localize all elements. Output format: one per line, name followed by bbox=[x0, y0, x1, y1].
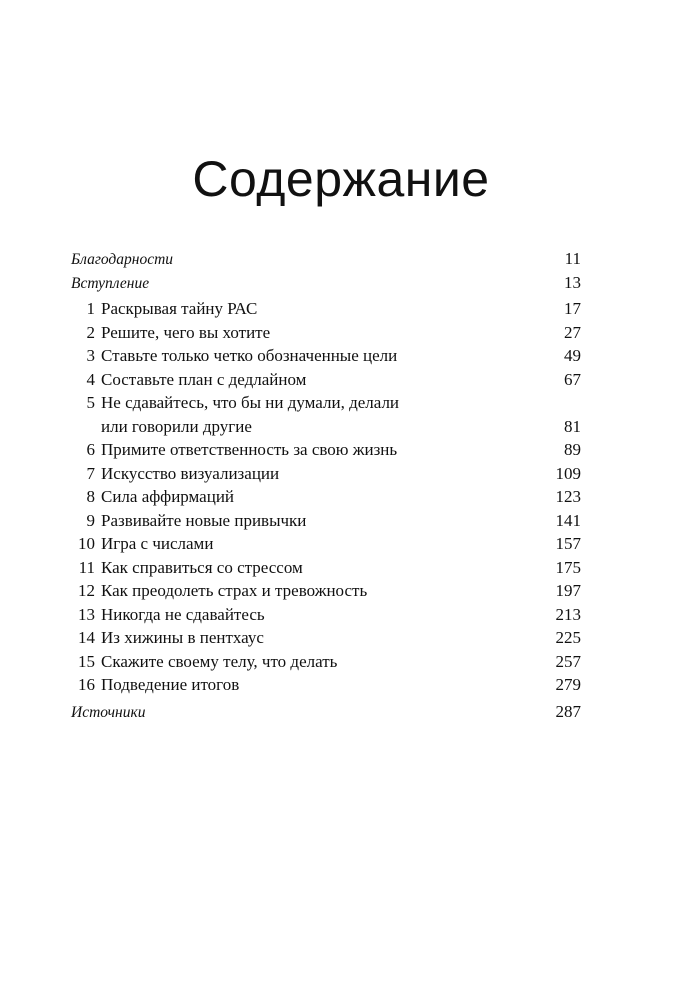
chapter-title: Решите, чего вы хотите bbox=[101, 322, 271, 342]
page-number: 157 bbox=[555, 534, 581, 553]
toc-chapter-16[interactable] bbox=[71, 673, 581, 697]
chapter-number: 13 bbox=[78, 604, 95, 624]
page-number: 225 bbox=[555, 628, 581, 647]
chapter-number: 2 bbox=[86, 322, 95, 342]
chapter-title: Развивайте новые привычки bbox=[101, 510, 307, 530]
toc-entry-acknowledgements[interactable] bbox=[71, 247, 581, 271]
chapter-number: 3 bbox=[86, 346, 95, 365]
chapter-title: Составьте план с дедлайном bbox=[101, 369, 307, 389]
toc-chapter-1[interactable] bbox=[71, 297, 581, 321]
entry-label: Вступление bbox=[71, 274, 150, 292]
page-number: 27 bbox=[564, 322, 581, 342]
toc-chapter-7[interactable] bbox=[71, 462, 581, 486]
chapter-title: Примите ответственность за свою жизнь bbox=[101, 440, 398, 459]
page-number: 175 bbox=[555, 557, 581, 577]
toc-chapter-13[interactable] bbox=[71, 603, 581, 627]
page-title: Содержание bbox=[192, 151, 490, 207]
page-number: 17 bbox=[564, 299, 581, 318]
chapter-title: Раскрывая тайну РАС bbox=[101, 299, 258, 318]
page-number: 81 bbox=[564, 416, 581, 436]
toc-chapter-10[interactable] bbox=[71, 532, 581, 556]
page-number: 287 bbox=[555, 701, 581, 721]
toc-chapter-11[interactable] bbox=[71, 556, 581, 580]
toc-entry-introduction[interactable] bbox=[71, 271, 581, 295]
chapter-number: 1 bbox=[86, 299, 95, 318]
page-number: 13 bbox=[564, 272, 581, 292]
chapter-number: 7 bbox=[86, 463, 95, 483]
chapter-number: 8 bbox=[86, 487, 95, 506]
chapter-title: Из хижины в пентхаус bbox=[101, 628, 264, 647]
chapter-number: 4 bbox=[86, 369, 95, 389]
chapter-number: 12 bbox=[78, 581, 95, 600]
chapter-title: Как справиться со стрессом bbox=[101, 557, 303, 577]
page-number: 197 bbox=[555, 581, 581, 600]
page-number: 49 bbox=[564, 346, 581, 365]
page-number: 257 bbox=[555, 651, 581, 671]
chapter-number: 11 bbox=[78, 557, 95, 577]
toc-chapter-6[interactable] bbox=[71, 438, 581, 462]
toc-chapter-15[interactable] bbox=[71, 650, 581, 674]
chapter-number: 6 bbox=[86, 440, 95, 459]
chapter-title: Искусство визуализации bbox=[101, 463, 280, 483]
toc-chapter-9[interactable] bbox=[71, 509, 581, 533]
table-of-contents bbox=[71, 247, 581, 723]
chapter-number: 5 bbox=[86, 393, 95, 412]
page-number: 279 bbox=[555, 675, 581, 694]
chapter-title: Подведение итогов bbox=[101, 675, 240, 694]
toc-chapter-12[interactable] bbox=[71, 579, 581, 603]
chapter-title: Игра с числами bbox=[101, 534, 214, 553]
toc-chapter-8[interactable] bbox=[71, 485, 581, 509]
chapter-number: 15 bbox=[78, 651, 95, 671]
chapter-title: Скажите своему телу, что делать bbox=[101, 651, 338, 671]
page-number: 141 bbox=[555, 510, 581, 530]
page-number: 11 bbox=[564, 249, 581, 268]
chapter-title-line-2: или говорили другие bbox=[101, 416, 252, 436]
page-number: 213 bbox=[555, 604, 581, 624]
page-number: 89 bbox=[564, 440, 581, 459]
chapter-number: 16 bbox=[78, 675, 95, 694]
toc-chapter-14[interactable] bbox=[71, 626, 581, 650]
page-number: 109 bbox=[555, 463, 581, 483]
chapter-title bbox=[101, 391, 481, 438]
chapter-title: Никогда не сдавайтесь bbox=[101, 604, 265, 624]
entry-label: Источники bbox=[71, 703, 146, 721]
chapter-number: 14 bbox=[78, 628, 95, 647]
chapter-title-line-1: Не сдавайтесь, что бы ни думали, делали bbox=[101, 393, 400, 412]
toc-chapter-2[interactable] bbox=[71, 321, 581, 345]
chapter-number: 9 bbox=[86, 510, 95, 530]
toc-chapter-4[interactable] bbox=[71, 368, 581, 392]
page-number: 123 bbox=[555, 487, 581, 506]
chapter-number: 10 bbox=[78, 534, 95, 553]
toc-chapter-3[interactable] bbox=[71, 344, 581, 368]
chapter-title: Ставьте только четко обозначенные цели bbox=[101, 346, 398, 365]
toc-entry-sources[interactable] bbox=[71, 700, 581, 724]
toc-chapter-5[interactable] bbox=[71, 391, 581, 438]
chapter-title: Сила аффирмаций bbox=[101, 487, 235, 506]
page-number: 67 bbox=[564, 369, 581, 389]
chapter-title: Как преодолеть страх и тревожность bbox=[101, 581, 368, 600]
entry-label: Благодарности bbox=[71, 251, 174, 268]
